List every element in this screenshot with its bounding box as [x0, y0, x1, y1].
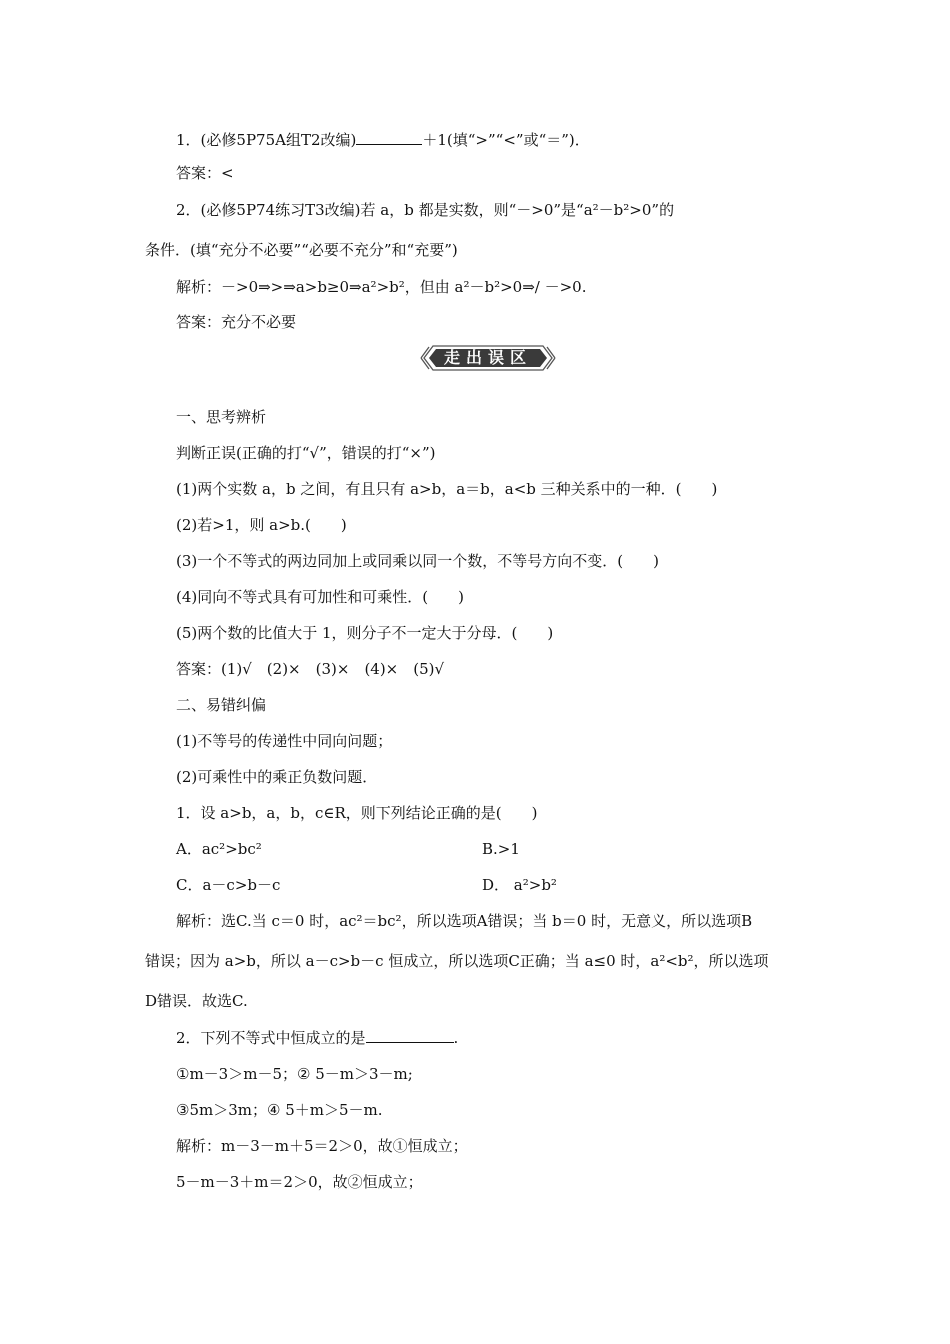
error-point-1: (1)不等号的传递性中同向问题； — [176, 732, 393, 750]
option-c: C．a－c>b－c — [176, 876, 281, 894]
question-2-analysis-line-2: 5－m－3＋m＝2＞0，故②恒成立； — [176, 1173, 423, 1191]
section-2-heading: 一、思考辨析 — [176, 408, 267, 426]
section-3-question-2 — [176, 1028, 458, 1048]
judge-item-3: (3)一个不等式的两边同加上或同乘以同一个数，不等号方向不变．( ) — [176, 552, 659, 570]
question-2-line-1: 2．(必修5P74练习T3改编)若 a，b 都是实数，则“－>0”是“a²－b²>0”的 — [176, 201, 675, 219]
answer-blank-2 — [366, 1028, 454, 1043]
question-2-stem-end: . — [453, 1029, 459, 1047]
option-d: D． a²>b² — [482, 876, 557, 894]
question-1 — [176, 130, 590, 150]
section-3-heading: 二、易错纠偏 — [176, 696, 267, 714]
judge-item-2: (2)若>1，则 a>b.( ) — [176, 516, 347, 534]
section-2-answer: 答案：(1)√ (2)× (3)× (4)× (5)√ — [176, 660, 445, 678]
answer-blank — [356, 130, 422, 145]
section-3-analysis-line-2: 错误；因为 a>b，所以 a－c>b－c 恒成立，所以选项C正确；当 a≤0 时，a²<b²，所以选项 — [145, 952, 769, 970]
judge-item-4: (4)同向不等式具有可加性和可乘性．( ) — [176, 588, 464, 606]
question-2-analysis: 解析：－>0⇒>⇒a>b≥0⇒a²>b²，但由 a²－b²>0⇒/ －>0. — [176, 278, 587, 296]
section-banner — [420, 345, 556, 371]
section-2-intro: 判断正误(正确的打“√”，错误的打“×”) — [176, 444, 436, 462]
option-b: B.>1 — [482, 840, 520, 858]
question-1-prefix: 1．(必修5P75A组T2改编) — [176, 131, 357, 149]
section-3-analysis-line-3: D错误．故选C. — [145, 992, 248, 1010]
judge-item-1: (1)两个实数 a，b 之间，有且只有 a>b，a＝b，a<b 三种关系中的一种．( ) — [176, 480, 718, 498]
question-2-analysis-line-1: 解析：m－3－m＋5＝2＞0，故①恒成立； — [176, 1137, 468, 1155]
judge-item-5: (5)两个数的比值大于 1，则分子不一定大于分母．( ) — [176, 624, 554, 642]
question-2-answer: 答案：充分不必要 — [176, 313, 297, 331]
section-3-analysis-line-1: 解析：选C.当 c＝0 时，ac²＝bc²，所以选项A错误；当 b＝0 时，无意义，所以选项B — [176, 912, 753, 930]
question-1-answer: 答案：< — [176, 164, 234, 182]
question-2-stem: 2．下列不等式中恒成立的是 — [176, 1029, 366, 1047]
banner-title: 走出误区 — [443, 348, 532, 367]
section-3-question-1: 1．设 a>b，a，b，c∈R，则下列结论正确的是( ) — [176, 804, 538, 822]
question-1-suffix: ＋1(填“>”“<”或“＝”)． — [422, 131, 590, 149]
option-a: A．ac²>bc² — [176, 840, 262, 858]
error-point-2: (2)可乘性中的乘正负数问题． — [176, 768, 378, 786]
question-2-line-2: 条件．(填“充分不必要”“必要不充分”和“充要”) — [145, 241, 458, 259]
question-2-options-line-2: ③5m＞3m；④ 5＋m＞5－m. — [176, 1101, 383, 1119]
question-2-options-line-1: ①m－3＞m－5；② 5－m＞3－m; — [176, 1065, 413, 1083]
